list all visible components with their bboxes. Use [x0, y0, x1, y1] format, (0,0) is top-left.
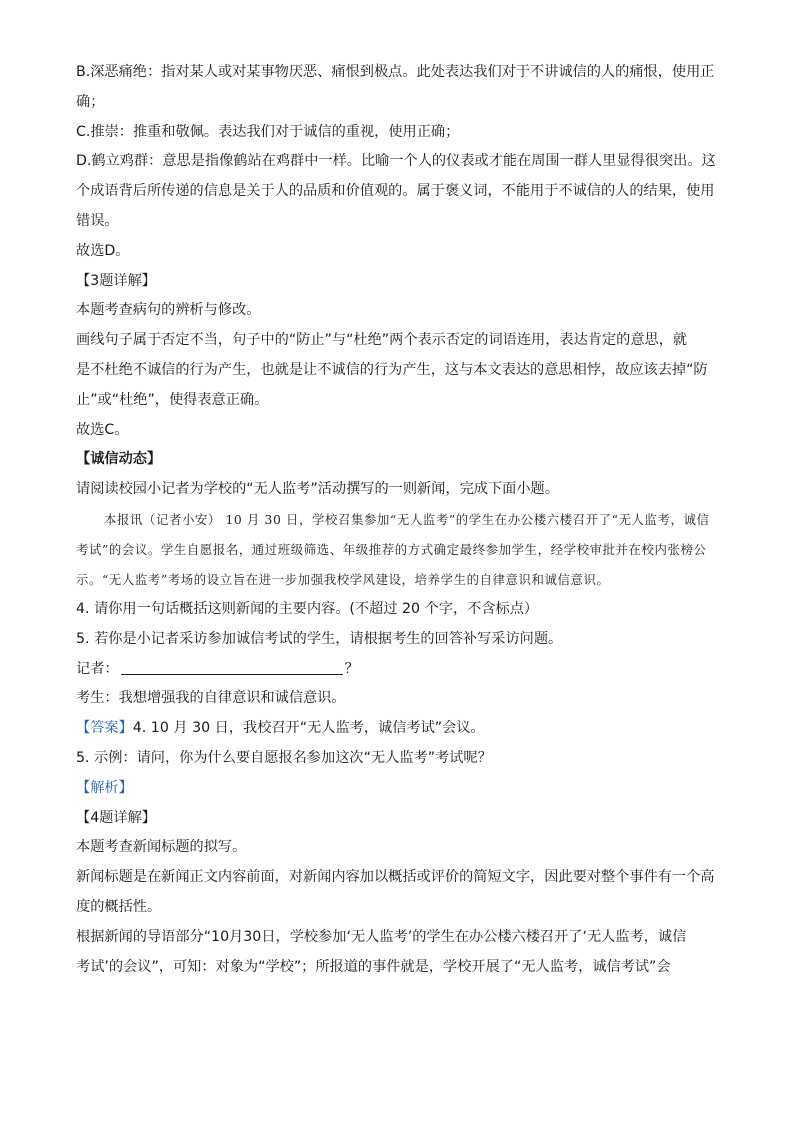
option-c-line: C.推崇：推重和敬佩。表达我们对于诚信的重视，使用正确；	[76, 123, 460, 140]
answer-line	[76, 714, 716, 744]
q3-intro: 本题考查病句的辨析与修改。	[76, 302, 261, 319]
answer-5: 5. 示例：请问，你为什么要自愿报名参加这次“无人监考”考试呢？	[76, 749, 492, 766]
reporter-question-mark: ？	[344, 660, 359, 677]
q4-para-line3: 根据新闻的导语部分“10月30日，学校参加‘无人监考’的学生在办公楼六楼召开了‘无人监考，诚信	[76, 928, 687, 945]
option-d-line3: 错误。	[76, 212, 119, 229]
q3-heading: 【3题详解】	[76, 272, 156, 289]
choose-c: 故选C。	[76, 421, 129, 438]
section-heading: 【诚信动态】	[76, 451, 162, 468]
option-d-line2: 个成语背后所传递的信息是关于人的品质和价值观的。属于褒义词，不能用于不诚信的人的结果，使用	[76, 183, 715, 200]
q4-para-line2: 度的概括性。	[76, 898, 162, 915]
option-b-line2: 确；	[76, 93, 105, 110]
q4-intro: 本题考查新闻标题的拟写。	[76, 839, 247, 856]
analysis-tag: 【解析】	[76, 779, 133, 796]
q3-para-line1: 画线句子属于否定不当，句子中的“防止”与“杜绝”两个表示否定的词语连用，表达肯定的意思，就	[76, 332, 688, 349]
news-article: 本报讯（记者小安） 10 月 30 日，学校召集参加“无人监考”的学生在办公楼六楼召开了“无人监考，诚信考试”的会议。学生自愿报名，通过班级筛选、年级推荐的方式确定最终参加学生，经学校审批并在校内张榜公示。“无人监考”考场的设立旨在进一步加强我校学风建设，培养学生的自律意识和诚信意识。	[76, 511, 710, 587]
choose-d: 故选D。	[76, 242, 130, 259]
answer-tag: 【答案】	[76, 720, 133, 737]
option-d-line1: D.鹤立鸡群：意思是指像鹤站在鸡群中一样。比喻一个人的仪表或才能在周围一群人里显得很突出。这	[76, 153, 716, 170]
answer-4: 4. 10 月 30 日，我校召开“无人监考，诚信考试”会议。	[132, 720, 485, 737]
document-page	[76, 58, 716, 982]
reporter-line	[76, 655, 716, 685]
student-line: 考生：我想增强我的自律意识和诚信意识。	[76, 690, 346, 707]
reporter-label: 记者：	[76, 660, 119, 677]
answer-blank	[121, 658, 343, 675]
q4-heading: 【4题详解】	[76, 809, 156, 826]
q3-para-line2: 是不杜绝不诚信的行为产生，也就是让不诚信的行为产生，这与本文表达的意思相悖，故应该去掉“防	[76, 361, 708, 378]
question-4: 4. 请你用一句话概括这则新闻的主要内容。(不超过 20 个字，不含标点）	[76, 600, 539, 617]
q3-para-line3: 止”或“杜绝”，使得表意正确。	[76, 391, 269, 408]
question-5: 5. 若你是小记者采访参加诚信考试的学生，请根据考生的回答补写采访问题。	[76, 630, 563, 647]
option-b-line1: B.深恶痛绝：指对某人或对某事物厌恶、痛恨到极点。此处表达我们对于不讲诚信的人的痛恨，使用正	[76, 64, 715, 80]
q4-para-line1: 新闻标题是在新闻正文内容前面，对新闻内容加以概括或评价的简短文字，因此要对整个事件有一个高	[76, 869, 715, 886]
instruction: 请阅读校园小记者为学校的“无人监考”活动撰写的一则新闻，完成下面小题。	[76, 481, 559, 498]
q4-para-line4: 考试’的会议”，可知：对象为“学校”；所报道的事件就是，学校开展了“无人监考，诚信考试”会	[76, 958, 671, 975]
